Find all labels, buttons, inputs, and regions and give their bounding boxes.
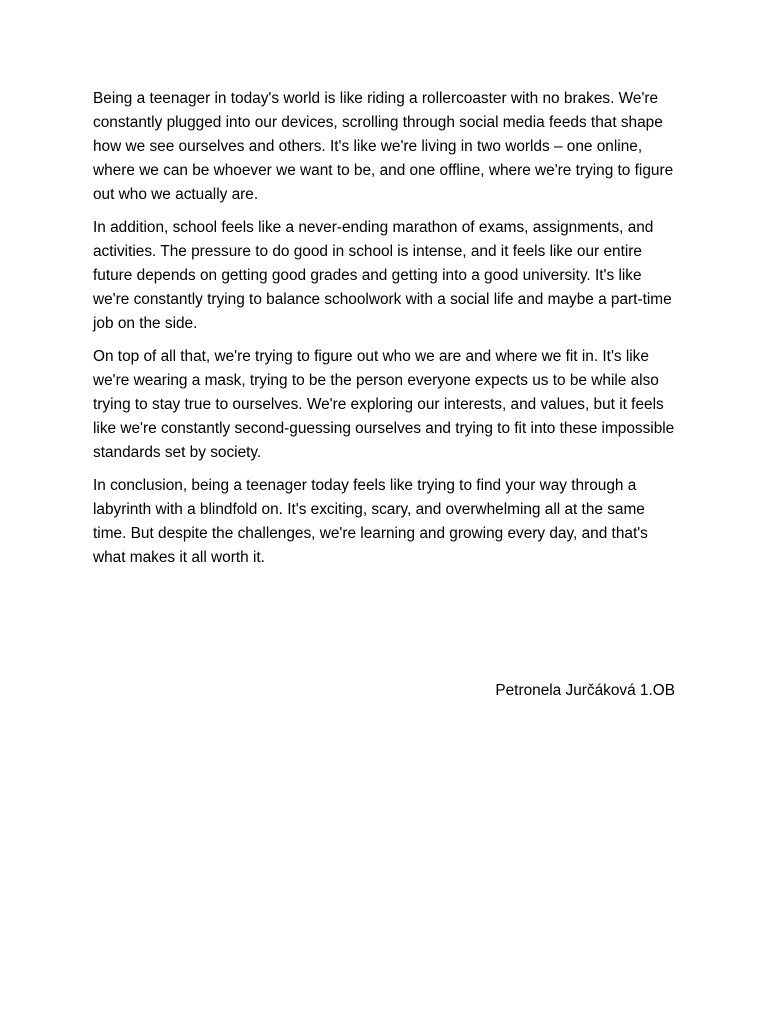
paragraph-conclusion: In conclusion, being a teenager today feels like trying to find your way through a labyrinth with a blindfold on. It's exciting, scary, and overwhelming all at the same time. But despite the challenges, we're learning and growing every day, and that's what makes it all worth it. [93,477,648,566]
paragraph-intro: Being a teenager in today's world is like riding a rollercoaster with no brakes. We're constantly plugged into our devices, scrolling through social media feeds that shape how we see ourselves and others. It's like we're living in two worlds – one online, where we can be whoever we want to be, and one offline, where we're trying to figure out who we actually are. [93,90,674,203]
paragraph-identity: On top of all that, we're trying to figure out who we are and where we fit in. It's like we're wearing a mask, trying to be the person everyone expects us to be while also trying to stay true to ourselves. We're exploring our interests, and values, but it feels like we're constantly second-guessing ourselves and trying to fit into these impossible standards set by society. [93,348,675,461]
author-signature: Petronela Jurčáková 1.OB [495,682,675,699]
document-body [93,87,675,579]
paragraph-school: In addition, school feels like a never-ending marathon of exams, assignments, and activities. The pressure to do good in school is intense, and it feels like our entire future depends on getting good grades and getting into a good university. It's like we're constantly trying to balance schoolwork with a social life and maybe a part-time job on the side. [93,219,672,332]
